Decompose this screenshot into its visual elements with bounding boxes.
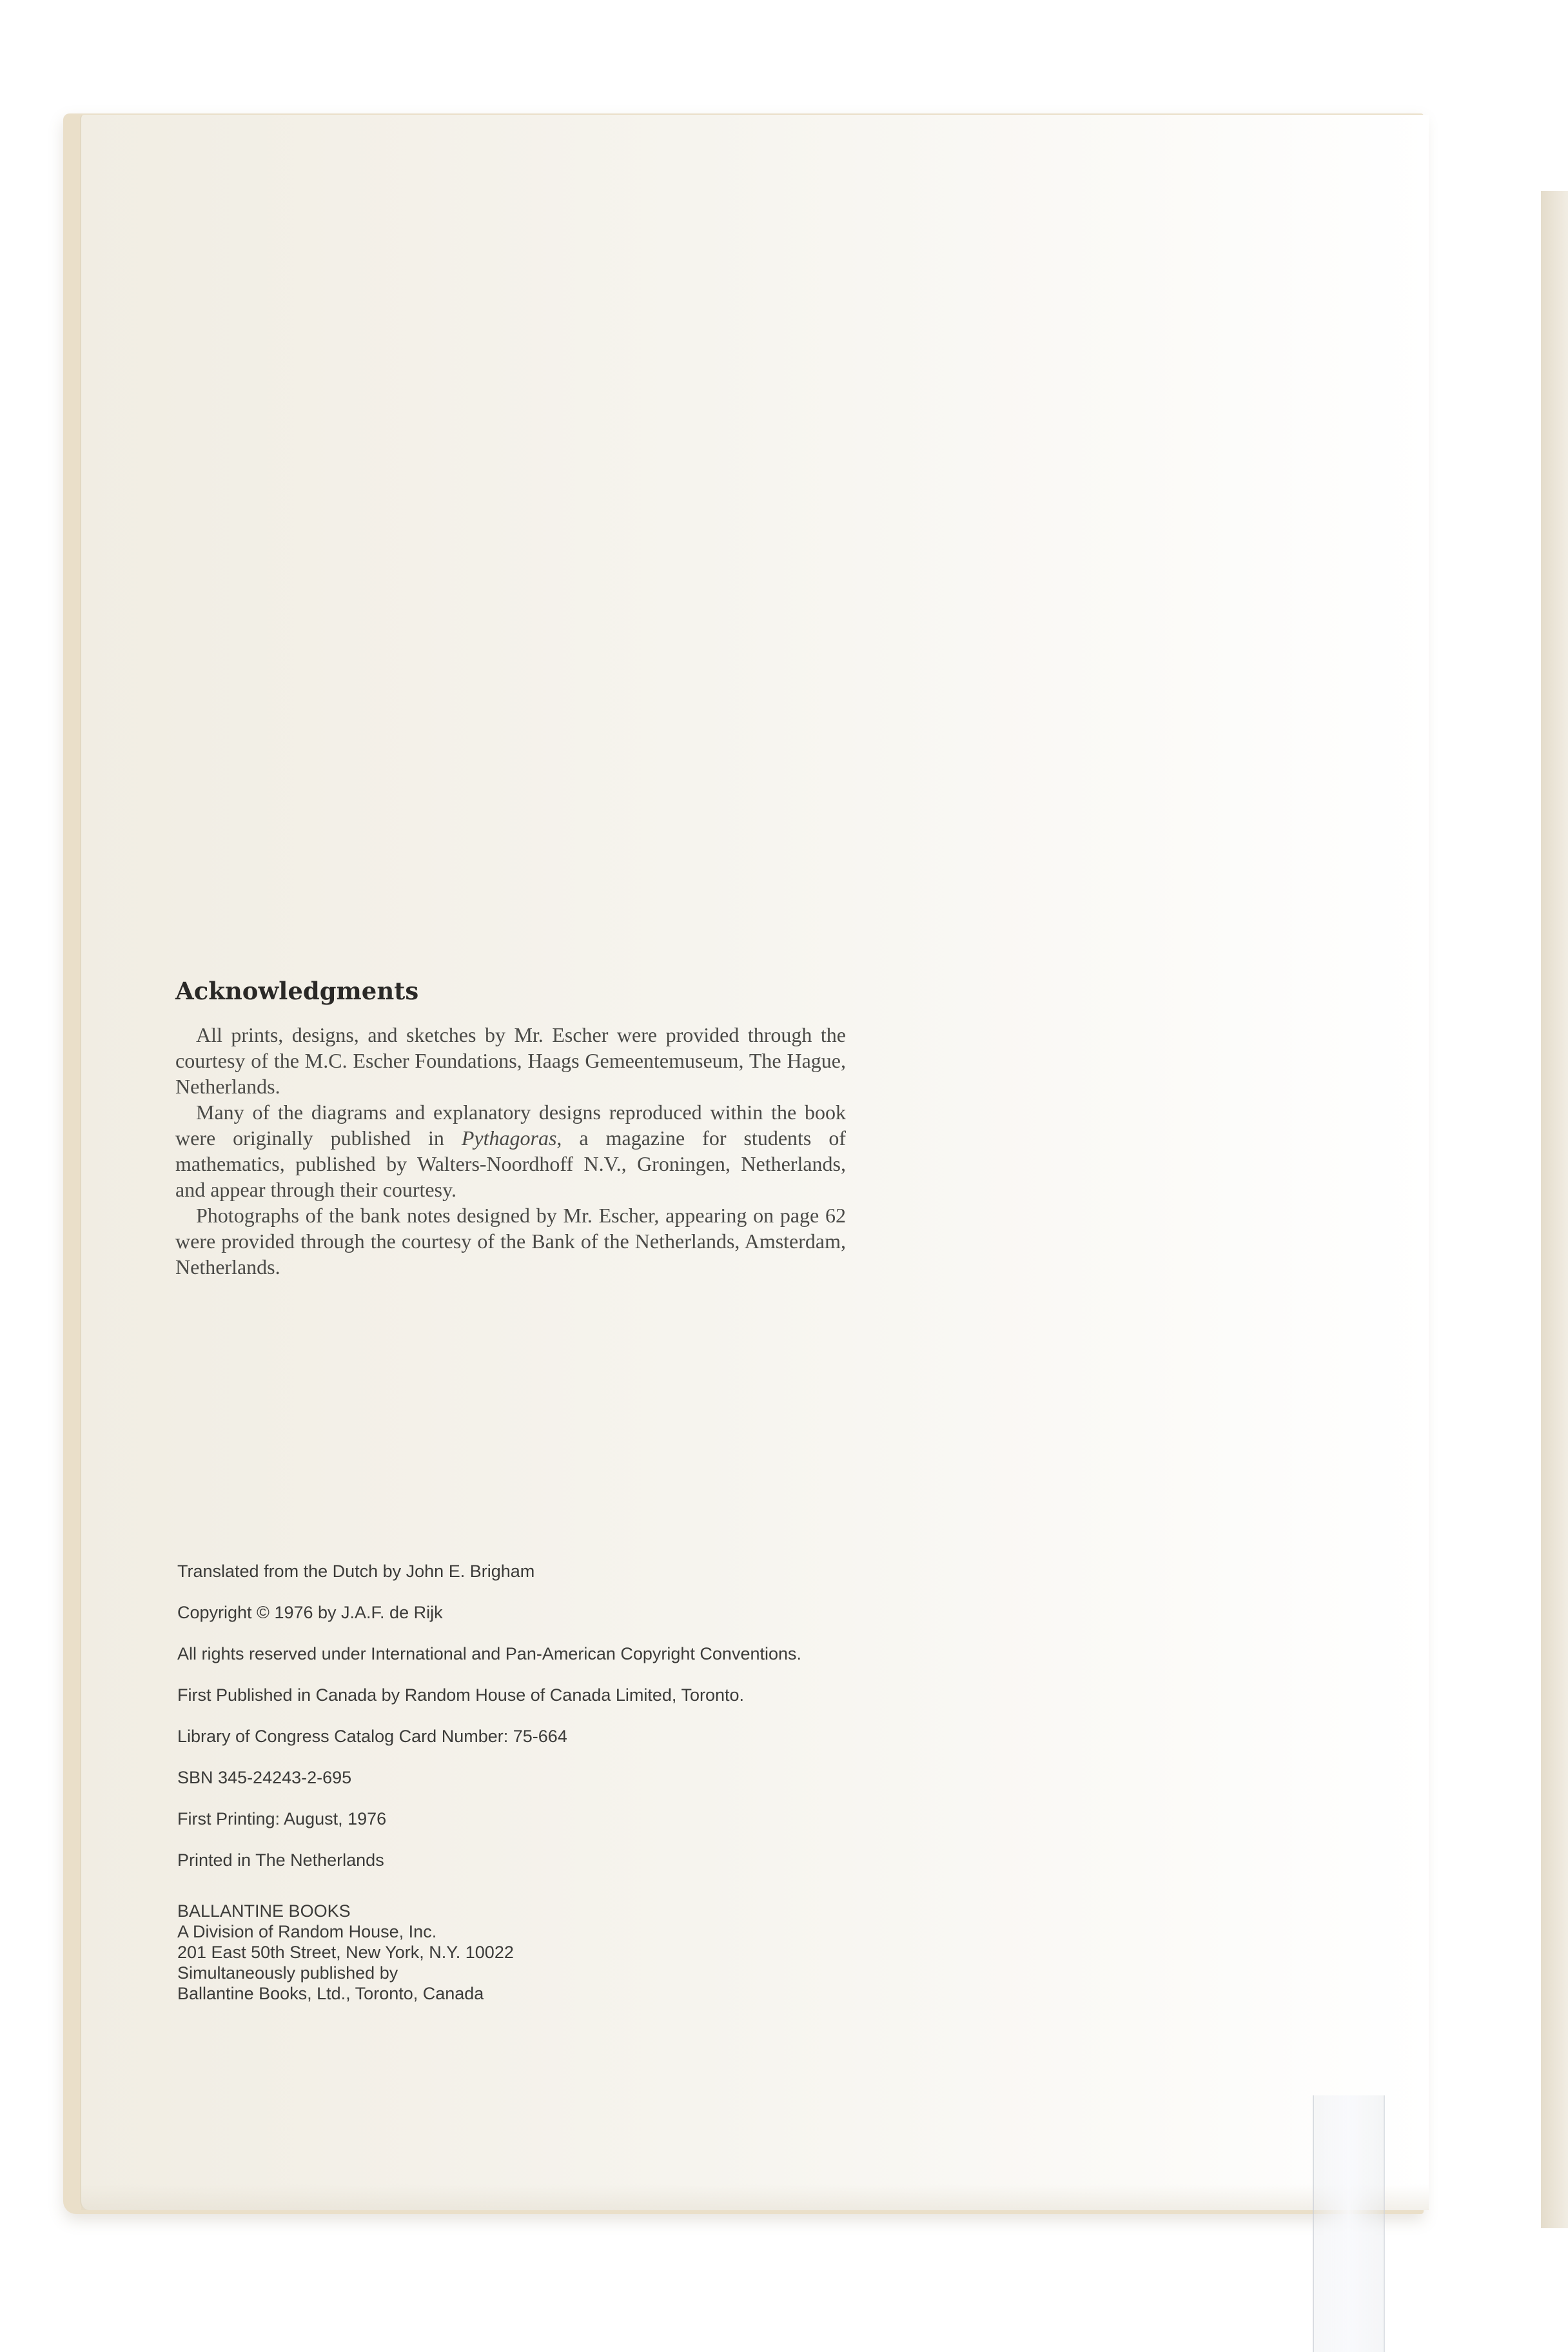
facing-page-edge — [1541, 191, 1568, 2228]
publisher-address: 201 East 50th Street, New York, N.Y. 10022 — [177, 1943, 514, 1962]
acrylic-stand-clip — [1313, 2095, 1385, 2352]
pythagoras-title: Pythagoras — [461, 1126, 557, 1150]
publisher-block — [177, 1901, 951, 2004]
publisher-simultaneous: Simultaneously published by — [177, 1963, 398, 1983]
acknowledgments-section — [175, 977, 846, 1280]
acknowledgments-paragraph-2 — [175, 1099, 846, 1202]
publisher-name: BALLANTINE BOOKS — [177, 1901, 351, 1921]
sbn-line: SBN 345-24243-2-695 — [177, 1768, 352, 1787]
publisher-division: A Division of Random House, Inc. — [177, 1922, 437, 1941]
acknowledgments-paragraph-3: Photographs of the bank notes designed by Mr. Escher, appearing on page 62 were provided through the courtesy of the Bank of the Netherlands, Amsterdam, Netherlands. — [175, 1204, 846, 1279]
acknowledgments-paragraph-1: All prints, designs, and sketches by Mr. Escher were provided through the courtesy of the M.C. Escher Foundations, Haags Gemeentemuseum, The Hague, Netherlands. — [175, 1023, 846, 1098]
paragraph-2-text-end: , a magazine for students of mathematics, published by Walters-Noordhoff N.V., Groningen, Netherlands, and appear through their courtesy. — [175, 1126, 847, 1201]
library-of-congress-line: Library of Congress Catalog Card Number: 75-664 — [177, 1727, 567, 1746]
translator-line: Translated from the Dutch by John E. Brigham — [177, 1562, 535, 1581]
copyright-line: Copyright © 1976 by J.A.F. de Rijk — [177, 1603, 443, 1622]
rights-line: All rights reserved under International and Pan-American Copyright Conventions. — [177, 1644, 802, 1663]
paragraph-2-text-start: Many of the diagrams and explanatory designs reproduced within the book were originally published in — [175, 1101, 846, 1150]
acknowledgments-heading: Acknowledgments — [175, 977, 419, 1005]
first-published-line: First Published in Canada by Random House of Canada Limited, Toronto. — [177, 1685, 745, 1705]
copyright-imprint — [177, 1560, 951, 2004]
printed-in-line: Printed in The Netherlands — [177, 1850, 384, 1870]
publisher-canada: Ballantine Books, Ltd., Toronto, Canada — [177, 1984, 484, 2003]
first-printing-line: First Printing: August, 1976 — [177, 1809, 387, 1828]
